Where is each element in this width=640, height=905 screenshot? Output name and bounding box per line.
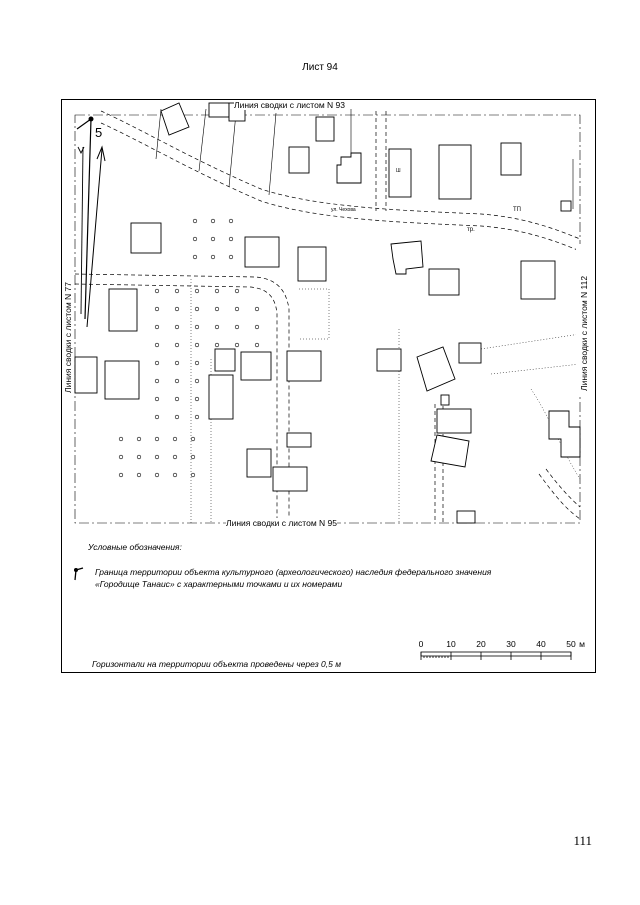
tree-dot xyxy=(137,437,141,441)
sh-label: Ш xyxy=(396,168,401,174)
tree-dot xyxy=(195,289,199,293)
tree-dot xyxy=(155,325,159,329)
tree-dot xyxy=(211,255,215,259)
building xyxy=(161,103,189,135)
tree-dot xyxy=(215,289,219,293)
bottom-summary-label: Линия сводки с листом N 95 xyxy=(226,518,337,528)
building xyxy=(501,143,521,175)
tree-dot xyxy=(195,325,199,329)
legend-boundary-text: Граница территории объекта культурного (археологического) наследия федерального значения «Городище Танаис» с характерными точками и их номерами xyxy=(95,567,492,589)
tree-dot xyxy=(191,473,195,477)
tr-label: тр. xyxy=(467,227,475,233)
tree-dot xyxy=(193,219,197,223)
tree-dot xyxy=(155,437,159,441)
tree-dot xyxy=(195,307,199,311)
building xyxy=(289,147,309,173)
tree-dot xyxy=(155,361,159,365)
tree-dot xyxy=(137,473,141,477)
tree-dot xyxy=(137,455,141,459)
tree-dot xyxy=(155,473,159,477)
tree-dot xyxy=(175,415,179,419)
building xyxy=(561,201,571,211)
tree-dot xyxy=(195,397,199,401)
building xyxy=(431,435,469,467)
scale-bar xyxy=(421,652,571,660)
tree-dot xyxy=(155,289,159,293)
building xyxy=(316,117,334,141)
tree-dot xyxy=(195,379,199,383)
scale-bar-body xyxy=(421,652,571,656)
fence-line xyxy=(269,113,276,195)
left-summary-label: Линия сводки с листом N 77 xyxy=(63,282,73,393)
boundary-line xyxy=(77,119,91,129)
road-edge xyxy=(539,474,580,519)
building xyxy=(287,351,321,381)
tree-dot xyxy=(193,237,197,241)
tree-dot xyxy=(255,325,259,329)
tree-dot xyxy=(235,289,239,293)
building xyxy=(245,237,279,267)
tree-dot xyxy=(211,219,215,223)
tree-dot xyxy=(195,361,199,365)
building xyxy=(377,349,401,371)
sheet-title: Лист 94 xyxy=(302,62,338,73)
tree-dot xyxy=(173,437,177,441)
tree-dot xyxy=(215,307,219,311)
building xyxy=(298,247,326,281)
tree-dot xyxy=(195,415,199,419)
building xyxy=(337,153,361,183)
building xyxy=(521,261,555,299)
road-edge xyxy=(101,123,580,251)
right-summary-label: Линия сводки с листом N 112 xyxy=(579,275,589,391)
tree-dot xyxy=(215,343,219,347)
tree-dot xyxy=(175,397,179,401)
tree-dot xyxy=(255,343,259,347)
building xyxy=(105,361,139,399)
building xyxy=(457,511,475,523)
tree-dot xyxy=(175,361,179,365)
tree-dot xyxy=(229,237,233,241)
boundary-point-number: 5 xyxy=(95,125,103,140)
tree-dot xyxy=(155,343,159,347)
tree-dot xyxy=(175,289,179,293)
building xyxy=(273,467,307,491)
building xyxy=(441,395,449,405)
boundary-legend-icon xyxy=(73,567,89,581)
scale-label: 0 xyxy=(418,639,424,649)
dotted-lines xyxy=(191,279,580,523)
tree-dot xyxy=(229,255,233,259)
tree-dot xyxy=(235,343,239,347)
tree-dot xyxy=(155,307,159,311)
boundary-point xyxy=(89,117,94,122)
legend-heading: Условные обозначения: xyxy=(88,542,182,552)
left-summary-label-group xyxy=(63,249,73,399)
tree-dot xyxy=(255,307,259,311)
tree-dot xyxy=(173,455,177,459)
tree-dot xyxy=(173,473,177,477)
tree-dot xyxy=(119,455,123,459)
summary-boundary xyxy=(75,115,580,523)
fence-line xyxy=(229,113,236,187)
tree-dot xyxy=(229,219,233,223)
tree-dot xyxy=(193,255,197,259)
dotted-line xyxy=(481,334,580,349)
building xyxy=(247,449,271,477)
dotted-line xyxy=(299,289,329,339)
tree-dot xyxy=(211,237,215,241)
tree-dot xyxy=(175,379,179,383)
contour-note: Горизонтали на территории объекта проведены через 0,5 м xyxy=(92,659,342,669)
scale-label: 50 xyxy=(566,639,576,649)
scale-label: 30 xyxy=(506,639,516,649)
building xyxy=(417,347,455,391)
tree-dot xyxy=(191,437,195,441)
tree-dot xyxy=(175,343,179,347)
tree-dot xyxy=(175,325,179,329)
tree-dot xyxy=(119,473,123,477)
building xyxy=(439,145,471,199)
tree-dot xyxy=(235,307,239,311)
building xyxy=(75,357,97,393)
right-summary-label-group xyxy=(576,244,589,394)
building xyxy=(459,343,481,363)
page-number: 111 xyxy=(573,833,592,848)
street-label: ул. Чехова xyxy=(331,207,356,213)
tp-label: ТП xyxy=(513,207,521,213)
tree-dot xyxy=(195,343,199,347)
building xyxy=(437,409,471,433)
scale-labels xyxy=(419,639,585,649)
scale-unit: м xyxy=(579,639,585,649)
tree-dot xyxy=(155,379,159,383)
building xyxy=(209,103,229,117)
building xyxy=(287,433,311,447)
road-edge xyxy=(75,284,277,523)
road-edge xyxy=(546,469,580,507)
building xyxy=(429,269,459,295)
building xyxy=(215,349,235,371)
building xyxy=(209,375,233,419)
north-arrow-shaft xyxy=(81,147,83,314)
tree-dot xyxy=(155,397,159,401)
tree-dot xyxy=(175,307,179,311)
tree-dot xyxy=(215,325,219,329)
scale-label: 10 xyxy=(446,639,456,649)
tree-dot xyxy=(155,415,159,419)
building xyxy=(391,241,423,274)
building xyxy=(241,352,271,380)
building xyxy=(109,289,137,331)
building xyxy=(549,411,580,457)
tree-dot xyxy=(235,325,239,329)
tree-dot xyxy=(119,437,123,441)
dotted-line xyxy=(491,364,580,374)
scale-label: 40 xyxy=(536,639,546,649)
scale-label: 20 xyxy=(476,639,486,649)
building xyxy=(131,223,161,253)
top-summary-label: Линия сводки с листом N 93 xyxy=(234,100,345,110)
tree-dot xyxy=(155,455,159,459)
tree-dot xyxy=(191,455,195,459)
heritage-boundary xyxy=(77,117,105,328)
orchard-dots xyxy=(119,219,259,477)
buildings xyxy=(75,103,580,523)
